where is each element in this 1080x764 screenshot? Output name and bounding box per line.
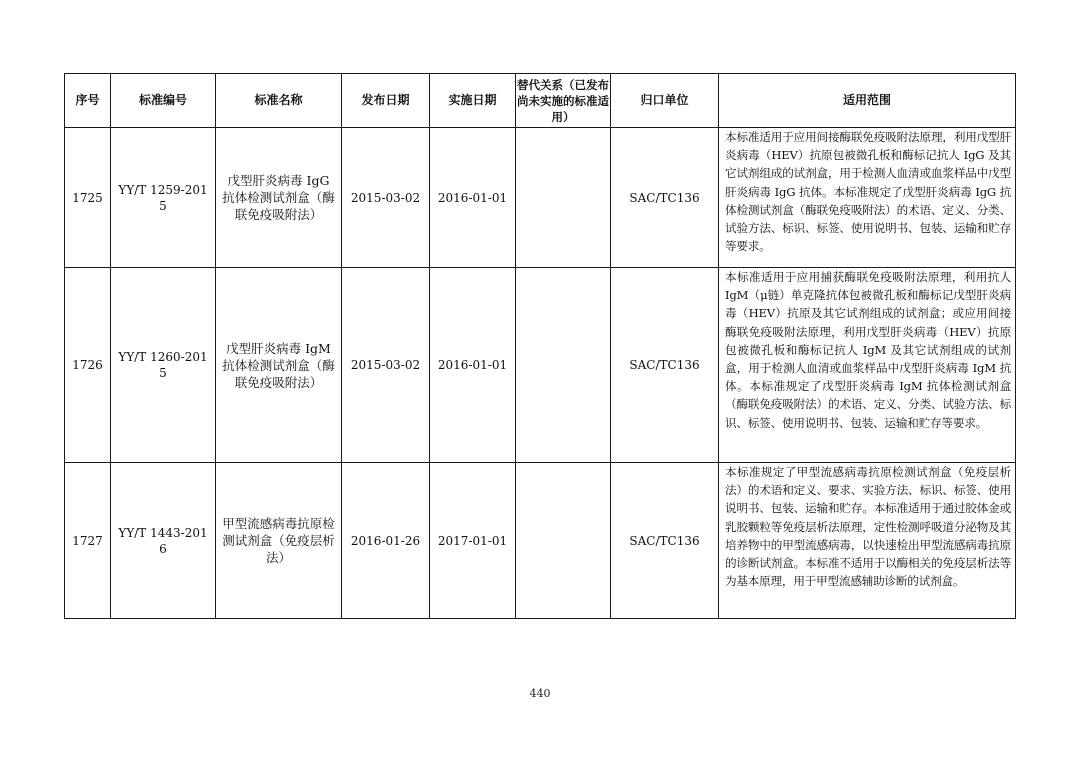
header-name: 标准名称 [216, 74, 342, 128]
cell-publish-date: 2016-01-26 [342, 463, 430, 619]
cell-scope: 本标准规定了甲型流感病毒抗原检测试剂盒（免疫层析法）的术语和定义、要求、实验方法、标识、标签、使用说明书、包装、运输和贮存。本标准适用于通过胶体金或乳胶颗粒等免疫层析法原理，定性检测呼吸道分泌物及其培养物中的甲型流感病毒，以快速检出甲型流感病毒抗原的诊断试剂盒。本标准不适用于以酶相关的免疫层析法等为基本原理，用于甲型流感辅助诊断的试剂盒。 [719, 463, 1016, 619]
header-code: 标准编号 [111, 74, 216, 128]
header-implement-date: 实施日期 [430, 74, 516, 128]
cell-scope: 本标准适用于应用捕获酶联免疫吸附法原理，利用抗人 IgM（μ链）单克隆抗体包被微孔板和酶标记戊型肝炎病毒（HEV）抗原及其它试剂组成的试剂盒；或应用间接酶联免疫吸附法原理，利用戊型肝炎病毒（HEV）抗原包被微孔板和酶标记抗人 IgM 及其它试剂组成的试剂盒，用于检测人血清或血浆样品中戊型肝炎病毒 IgM 抗体。本标准规定了戊型肝炎病毒 IgM 抗体检测试剂盒（酶联免疫吸附法）的术语、定义、分类、试验方法、标识、标签、使用说明书、包装、运输和贮存等要求。 [719, 268, 1016, 463]
header-scope: 适用范围 [719, 74, 1016, 128]
cell-name: 戊型肝炎病毒 IgG 抗体检测试剂盒（酶联免疫吸附法） [216, 128, 342, 268]
cell-implement-date: 2016-01-01 [430, 128, 516, 268]
cell-name: 甲型流感病毒抗原检测试剂盒（免疫层析法） [216, 463, 342, 619]
table-header-row [65, 74, 1016, 128]
cell-unit: SAC/TC136 [611, 128, 719, 268]
table-row [65, 463, 1016, 619]
cell-replacement [516, 268, 611, 463]
cell-unit: SAC/TC136 [611, 463, 719, 619]
cell-seq: 1726 [65, 268, 111, 463]
cell-name: 戊型肝炎病毒 IgM 抗体检测试剂盒（酶联免疫吸附法） [216, 268, 342, 463]
cell-publish-date: 2015-03-02 [342, 268, 430, 463]
header-seq: 序号 [65, 74, 111, 128]
cell-publish-date: 2015-03-02 [342, 128, 430, 268]
cell-implement-date: 2017-01-01 [430, 463, 516, 619]
cell-implement-date: 2016-01-01 [430, 268, 516, 463]
header-replacement: 替代关系（已发布尚未实施的标准适用） [516, 74, 611, 128]
header-unit: 归口单位 [611, 74, 719, 128]
cell-code: YY/T 1443-2016 [111, 463, 216, 619]
table-row [65, 128, 1016, 268]
cell-replacement [516, 128, 611, 268]
cell-seq: 1727 [65, 463, 111, 619]
header-publish-date: 发布日期 [342, 74, 430, 128]
cell-unit: SAC/TC136 [611, 268, 719, 463]
cell-code: YY/T 1259-2015 [111, 128, 216, 268]
table-row [65, 268, 1016, 463]
cell-scope: 本标准适用于应用间接酶联免疫吸附法原理，利用戊型肝炎病毒（HEV）抗原包被微孔板和酶标记抗人 IgG 及其它试剂组成的试剂盒，用于检测人血清或血浆样品中戊型肝炎病毒 IgG 抗体。本标准规定了戊型肝炎病毒 IgG 抗体检测试剂盒（酶联免疫吸附法）的术语、定义、分类、试验方法、标识、标签、使用说明书、包装、运输和贮存等要求。 [719, 128, 1016, 268]
page-number: 440 [529, 687, 551, 700]
cell-seq: 1725 [65, 128, 111, 268]
standards-table [64, 73, 1016, 619]
cell-code: YY/T 1260-2015 [111, 268, 216, 463]
cell-replacement [516, 463, 611, 619]
